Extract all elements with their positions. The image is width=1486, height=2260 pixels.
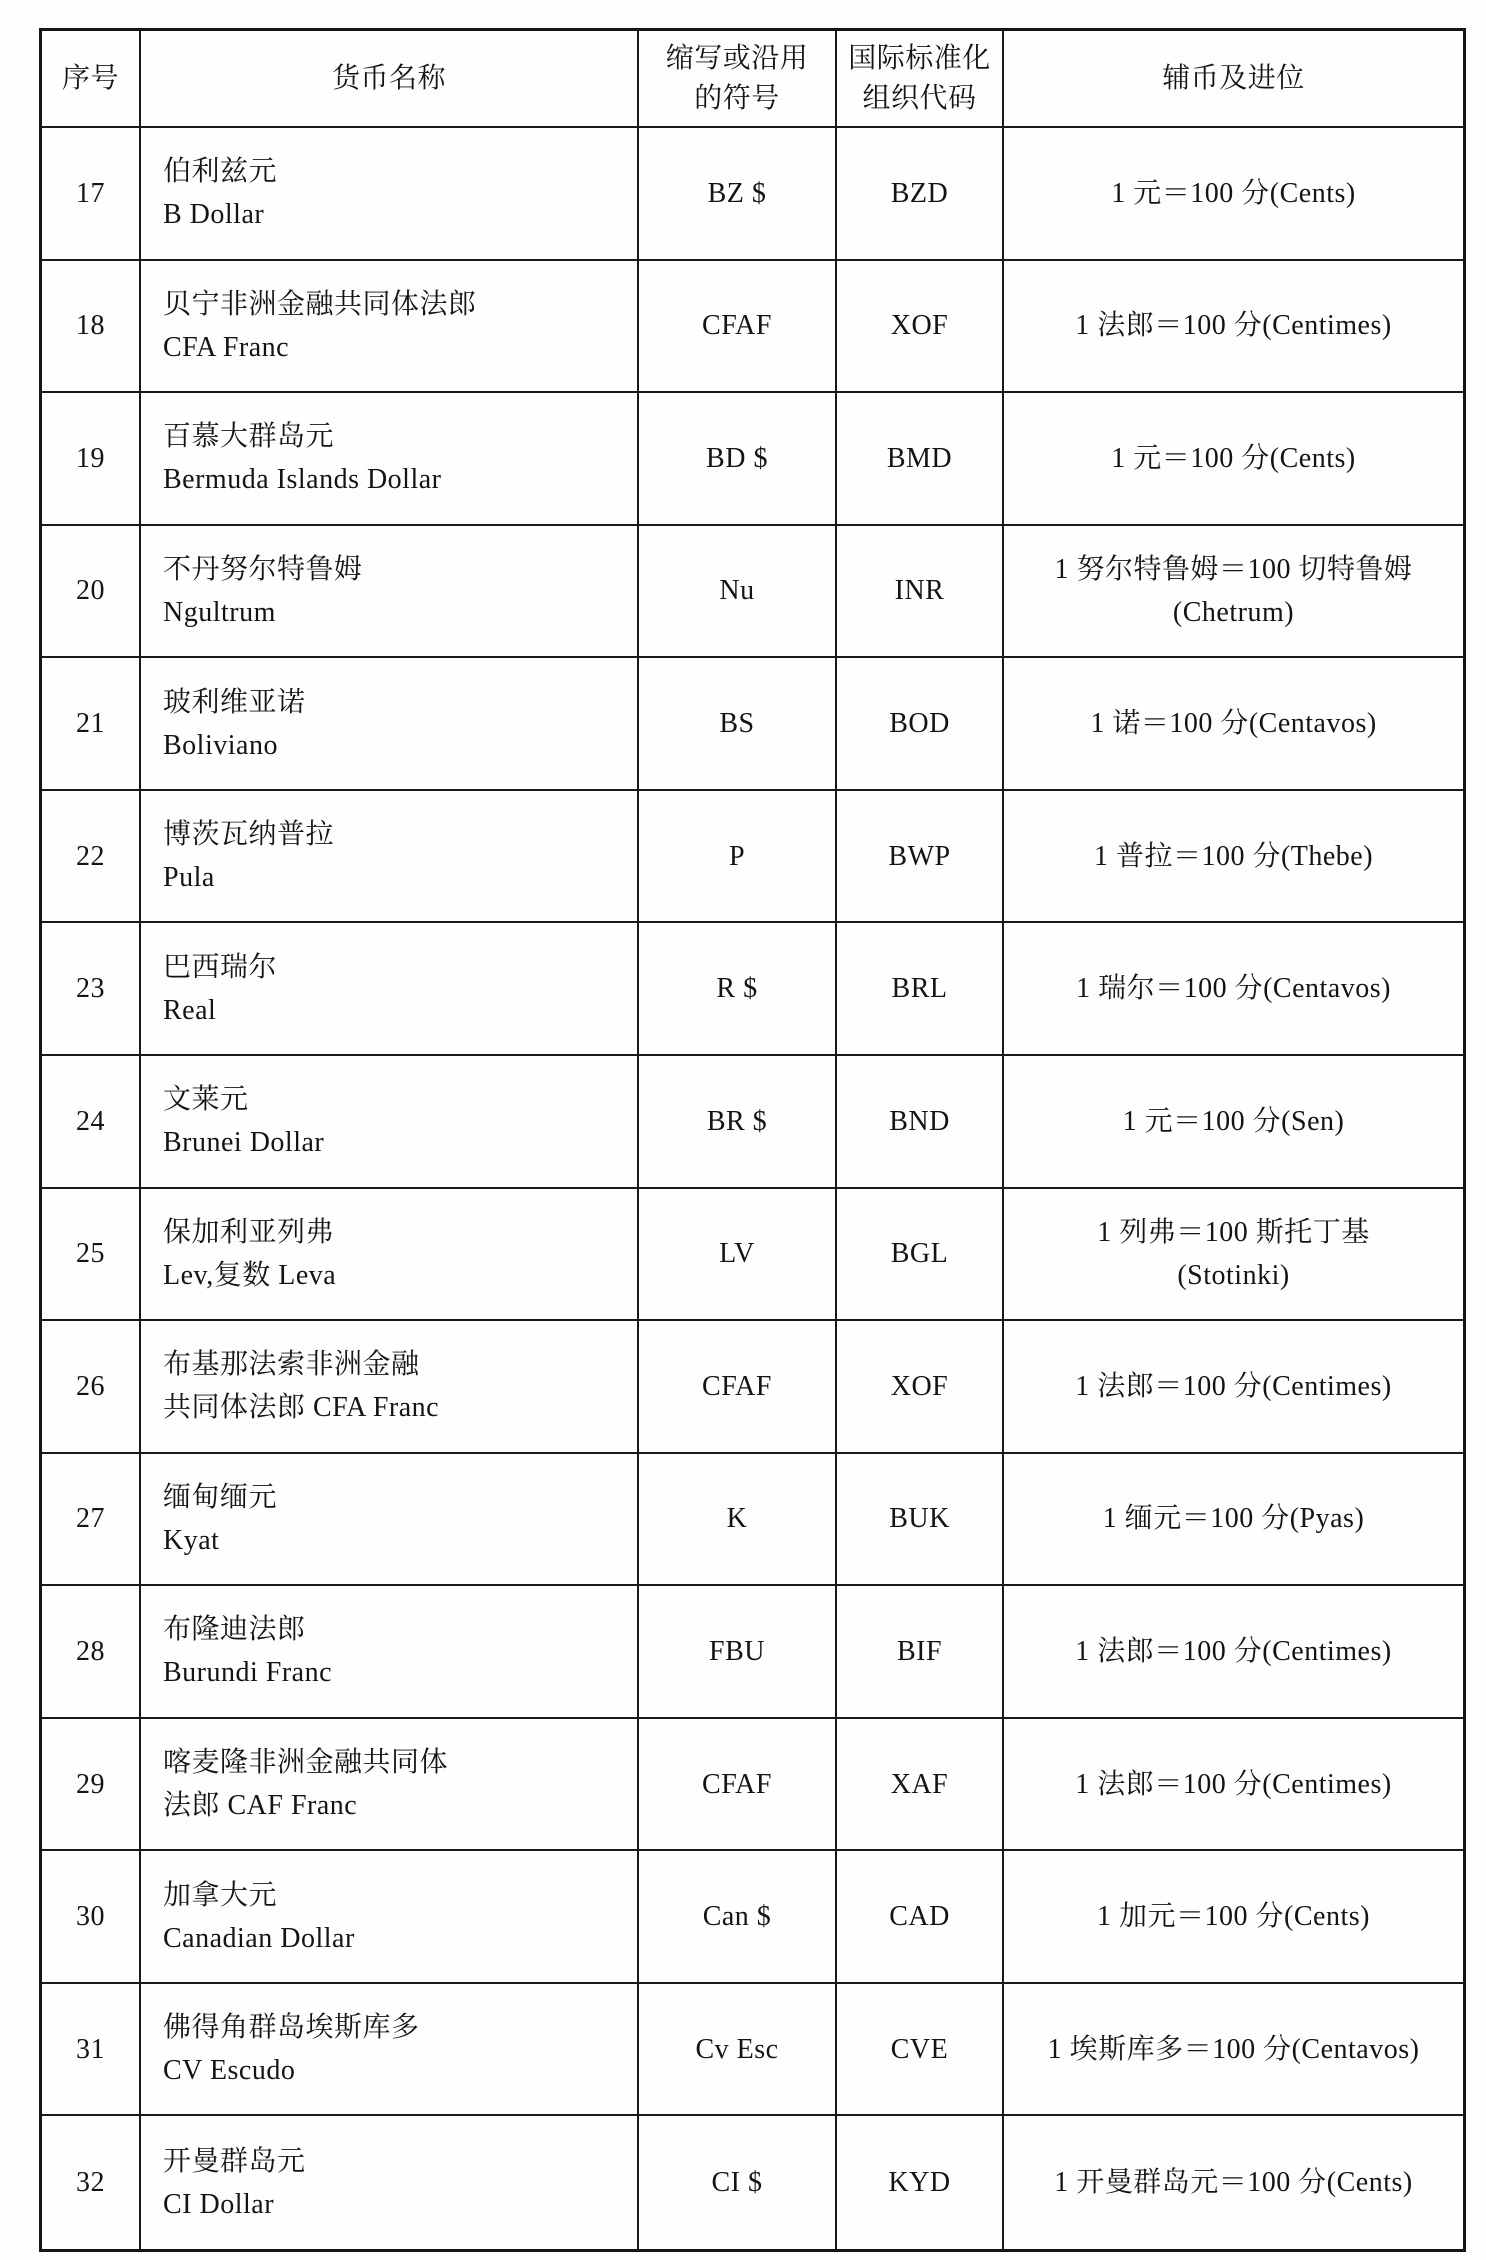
symbol-value: Can $ bbox=[702, 1901, 772, 1933]
row-number: 26 bbox=[76, 1370, 105, 1402]
header-number-label: 序号 bbox=[61, 62, 119, 94]
row-number: 29 bbox=[76, 1768, 105, 1800]
symbol-value: CFAF bbox=[702, 310, 772, 342]
subunit-cell bbox=[1004, 1189, 1463, 1322]
iso-code-cell bbox=[837, 1984, 1004, 2117]
symbol-value: BR $ bbox=[706, 1105, 768, 1137]
iso-code-cell bbox=[837, 923, 1004, 1056]
currency-name-cell bbox=[141, 658, 639, 791]
row-number-cell bbox=[42, 1189, 141, 1322]
iso-code-cell bbox=[837, 393, 1004, 526]
row-number-cell bbox=[42, 658, 141, 791]
subunit-cell bbox=[1004, 1851, 1463, 1984]
iso-code-value: CVE bbox=[890, 2033, 949, 2065]
header-symbol-label: 的符号 bbox=[694, 82, 780, 114]
currency-name-line: Kyat bbox=[163, 1524, 220, 1556]
subunit-line: 1 开曼群岛元＝100 分(Cents) bbox=[1054, 2167, 1413, 2199]
symbol-cell bbox=[639, 1586, 837, 1719]
subunit-line: 1 普拉＝100 分(Thebe) bbox=[1093, 840, 1374, 872]
subunit-line: 1 法郎＝100 分(Centimes) bbox=[1075, 310, 1392, 342]
currency-name-line: 伯利兹元 bbox=[163, 156, 278, 188]
currency-name-cell bbox=[141, 1586, 639, 1719]
subunit-cell bbox=[1004, 1984, 1463, 2117]
currency-name-line: Boliviano bbox=[163, 729, 278, 761]
iso-code-value: BMD bbox=[886, 442, 953, 474]
row-number: 25 bbox=[76, 1238, 105, 1270]
row-number: 30 bbox=[76, 1901, 105, 1933]
currency-name-line: 开曼群岛元 bbox=[163, 2145, 306, 2177]
subunit-line: 1 努尔特鲁姆＝100 切特鲁姆 bbox=[1054, 553, 1413, 585]
subunit-line: 1 瑞尔＝100 分(Centavos) bbox=[1076, 973, 1391, 1005]
symbol-cell bbox=[639, 1321, 837, 1454]
currency-name-line: 布隆迪法郎 bbox=[163, 1614, 306, 1646]
symbol-cell bbox=[639, 2116, 837, 2249]
symbol-value: K bbox=[726, 1503, 748, 1535]
iso-code-cell bbox=[837, 1321, 1004, 1454]
row-number-cell bbox=[42, 791, 141, 924]
currency-name-line: 共同体法郎 CFA Franc bbox=[163, 1392, 440, 1424]
symbol-cell bbox=[639, 261, 837, 394]
currency-name-line: 法郎 CAF Franc bbox=[163, 1790, 358, 1822]
symbol-cell bbox=[639, 1719, 837, 1852]
iso-code-value: XOF bbox=[890, 1370, 949, 1402]
currency-name-cell bbox=[141, 1719, 639, 1852]
subunit-line: 1 元＝100 分(Sen) bbox=[1122, 1105, 1345, 1137]
subunit-cell bbox=[1004, 1586, 1463, 1719]
row-number: 19 bbox=[76, 442, 105, 474]
currency-name-line: 百慕大群岛元 bbox=[163, 421, 335, 453]
subunit-line: 1 埃斯库多＝100 分(Centavos) bbox=[1047, 2033, 1420, 2065]
currency-name-line: 缅甸缅元 bbox=[163, 1481, 278, 1513]
iso-code-cell bbox=[837, 1454, 1004, 1587]
currency-name-cell bbox=[141, 261, 639, 394]
iso-code-cell bbox=[837, 1189, 1004, 1322]
subunit-line: 1 法郎＝100 分(Centimes) bbox=[1075, 1370, 1392, 1402]
iso-code-value: BUK bbox=[889, 1503, 950, 1535]
symbol-value: CI $ bbox=[711, 2167, 763, 2199]
symbol-value: BD $ bbox=[706, 442, 768, 474]
subunit-line: (Chetrum) bbox=[1172, 596, 1295, 628]
header-iso-code bbox=[837, 31, 1004, 128]
currency-name-line: 保加利亚列弗 bbox=[163, 1216, 335, 1248]
subunit-cell bbox=[1004, 1719, 1463, 1852]
currency-name-cell bbox=[141, 1984, 639, 2117]
subunit-cell bbox=[1004, 1454, 1463, 1587]
currency-name-line: CV Escudo bbox=[163, 2055, 296, 2087]
iso-code-value: BGL bbox=[890, 1238, 949, 1270]
subunit-line: 1 诺＝100 分(Centavos) bbox=[1090, 708, 1377, 740]
header-subunit bbox=[1004, 31, 1463, 128]
currency-name-line: CI Dollar bbox=[163, 2188, 275, 2220]
row-number: 28 bbox=[76, 1635, 105, 1667]
currency-name-cell bbox=[141, 1056, 639, 1189]
currency-name-cell bbox=[141, 1321, 639, 1454]
currency-name-line: Real bbox=[163, 994, 217, 1026]
row-number: 24 bbox=[76, 1105, 105, 1137]
header-symbol-label: 缩写或沿用 bbox=[665, 42, 809, 74]
subunit-cell bbox=[1004, 923, 1463, 1056]
symbol-value: P bbox=[728, 840, 746, 872]
symbol-value: Nu bbox=[719, 575, 755, 607]
currency-name-line: Lev,复数 Leva bbox=[163, 1259, 337, 1291]
symbol-value: CFAF bbox=[702, 1370, 772, 1402]
iso-code-value: KYD bbox=[888, 2167, 951, 2199]
symbol-value: BS bbox=[719, 708, 755, 740]
subunit-cell bbox=[1004, 791, 1463, 924]
subunit-cell bbox=[1004, 526, 1463, 659]
subunit-cell bbox=[1004, 1056, 1463, 1189]
header-symbol bbox=[639, 31, 837, 128]
subunit-cell bbox=[1004, 1321, 1463, 1454]
iso-code-value: BWP bbox=[888, 840, 951, 872]
currency-name-line: 巴西瑞尔 bbox=[163, 951, 278, 983]
row-number: 23 bbox=[76, 973, 105, 1005]
currency-name-line: 喀麦隆非洲金融共同体 bbox=[163, 1747, 449, 1779]
row-number-cell bbox=[42, 128, 141, 261]
currency-name-line: 佛得角群岛埃斯库多 bbox=[163, 2012, 420, 2044]
iso-code-cell bbox=[837, 1586, 1004, 1719]
row-number-cell bbox=[42, 2116, 141, 2249]
currency-name-line: 博茨瓦纳普拉 bbox=[163, 819, 335, 851]
row-number-cell bbox=[42, 1454, 141, 1587]
row-number-cell bbox=[42, 923, 141, 1056]
row-number: 18 bbox=[76, 310, 105, 342]
currency-name-cell bbox=[141, 923, 639, 1056]
subunit-cell bbox=[1004, 393, 1463, 526]
iso-code-value: BND bbox=[889, 1105, 950, 1137]
header-iso-code-label: 国际标准化 bbox=[848, 42, 991, 74]
currency-name-cell bbox=[141, 1851, 639, 1984]
symbol-value: R $ bbox=[716, 973, 758, 1005]
subunit-line: 1 法郎＝100 分(Centimes) bbox=[1075, 1635, 1392, 1667]
iso-code-cell bbox=[837, 1056, 1004, 1189]
header-currency-name bbox=[141, 31, 639, 128]
currency-name-line: 文莱元 bbox=[163, 1084, 249, 1116]
subunit-cell bbox=[1004, 658, 1463, 791]
symbol-cell bbox=[639, 1056, 837, 1189]
subunit-line: 1 缅元＝100 分(Pyas) bbox=[1102, 1503, 1365, 1535]
iso-code-cell bbox=[837, 1719, 1004, 1852]
currency-name-cell bbox=[141, 526, 639, 659]
iso-code-cell bbox=[837, 261, 1004, 394]
row-number: 32 bbox=[76, 2167, 105, 2199]
subunit-line: 1 元＝100 分(Cents) bbox=[1111, 177, 1356, 209]
currency-name-cell bbox=[141, 2116, 639, 2249]
symbol-cell bbox=[639, 1984, 837, 2117]
row-number-cell bbox=[42, 1056, 141, 1189]
subunit-line: 1 元＝100 分(Cents) bbox=[1111, 442, 1356, 474]
subunit-line: 1 法郎＝100 分(Centimes) bbox=[1075, 1768, 1392, 1800]
symbol-cell bbox=[639, 791, 837, 924]
row-number-cell bbox=[42, 261, 141, 394]
iso-code-value: BRL bbox=[891, 973, 948, 1005]
symbol-cell bbox=[639, 658, 837, 791]
subunit-cell bbox=[1004, 128, 1463, 261]
symbol-cell bbox=[639, 526, 837, 659]
currency-name-line: B Dollar bbox=[163, 199, 265, 231]
header-iso-code-label: 组织代码 bbox=[862, 82, 977, 114]
currency-name-line: 不丹努尔特鲁姆 bbox=[163, 553, 363, 585]
iso-code-value: CAD bbox=[889, 1901, 950, 1933]
header-number bbox=[42, 31, 141, 128]
currency-name-line: Canadian Dollar bbox=[163, 1922, 355, 1954]
iso-code-value: BIF bbox=[896, 1635, 943, 1667]
row-number-cell bbox=[42, 1321, 141, 1454]
iso-code-value: BZD bbox=[890, 177, 949, 209]
currency-name-line: CFA Franc bbox=[163, 331, 290, 363]
row-number-cell bbox=[42, 1586, 141, 1719]
row-number: 20 bbox=[76, 575, 105, 607]
subunit-cell bbox=[1004, 2116, 1463, 2249]
symbol-value: LV bbox=[719, 1238, 755, 1270]
currency-name-line: Burundi Franc bbox=[163, 1657, 333, 1689]
currency-name-line: 布基那法索非洲金融 bbox=[163, 1349, 420, 1381]
row-number: 17 bbox=[76, 177, 105, 209]
row-number-cell bbox=[42, 526, 141, 659]
header-currency-name-label: 货币名称 bbox=[331, 62, 446, 94]
symbol-value: FBU bbox=[709, 1635, 765, 1667]
row-number-cell bbox=[42, 1851, 141, 1984]
symbol-cell bbox=[639, 128, 837, 261]
currency-name-cell bbox=[141, 393, 639, 526]
row-number: 31 bbox=[76, 2033, 105, 2065]
symbol-cell bbox=[639, 1851, 837, 1984]
iso-code-value: INR bbox=[894, 575, 945, 607]
currency-name-cell bbox=[141, 1454, 639, 1587]
currency-name-line: Brunei Dollar bbox=[163, 1127, 325, 1159]
symbol-value: BZ $ bbox=[707, 177, 767, 209]
header-subunit-label: 辅币及进位 bbox=[1162, 62, 1305, 94]
currency-name-line: 玻利维亚诺 bbox=[163, 686, 306, 718]
subunit-line: (Stotinki) bbox=[1177, 1259, 1290, 1291]
symbol-cell bbox=[639, 393, 837, 526]
row-number-cell bbox=[42, 1984, 141, 2117]
iso-code-cell bbox=[837, 658, 1004, 791]
subunit-cell bbox=[1004, 261, 1463, 394]
row-number-cell bbox=[42, 393, 141, 526]
currency-name-cell bbox=[141, 1189, 639, 1322]
row-number: 21 bbox=[76, 708, 105, 740]
subunit-line: 1 列弗＝100 斯托丁基 bbox=[1097, 1216, 1370, 1248]
subunit-line: 1 加元＝100 分(Cents) bbox=[1097, 1901, 1370, 1933]
currency-table bbox=[39, 28, 1466, 2252]
iso-code-cell bbox=[837, 526, 1004, 659]
symbol-value: CFAF bbox=[702, 1768, 772, 1800]
symbol-value: Cv Esc bbox=[695, 2033, 779, 2065]
iso-code-cell bbox=[837, 128, 1004, 261]
symbol-cell bbox=[639, 1189, 837, 1322]
currency-name-line: Pula bbox=[163, 862, 215, 894]
symbol-cell bbox=[639, 1454, 837, 1587]
iso-code-cell bbox=[837, 2116, 1004, 2249]
currency-name-line: Bermuda Islands Dollar bbox=[163, 464, 442, 496]
row-number-cell bbox=[42, 1719, 141, 1852]
iso-code-cell bbox=[837, 1851, 1004, 1984]
iso-code-cell bbox=[837, 791, 1004, 924]
currency-name-cell bbox=[141, 791, 639, 924]
currency-name-line: 加拿大元 bbox=[163, 1879, 278, 1911]
currency-name-line: 贝宁非洲金融共同体法郎 bbox=[163, 288, 477, 320]
row-number: 22 bbox=[76, 840, 105, 872]
iso-code-value: BOD bbox=[889, 708, 950, 740]
symbol-cell bbox=[639, 923, 837, 1056]
row-number: 27 bbox=[76, 1503, 105, 1535]
currency-name-line: Ngultrum bbox=[163, 596, 276, 628]
currency-name-cell bbox=[141, 128, 639, 261]
iso-code-value: XAF bbox=[890, 1768, 949, 1800]
iso-code-value: XOF bbox=[890, 310, 949, 342]
